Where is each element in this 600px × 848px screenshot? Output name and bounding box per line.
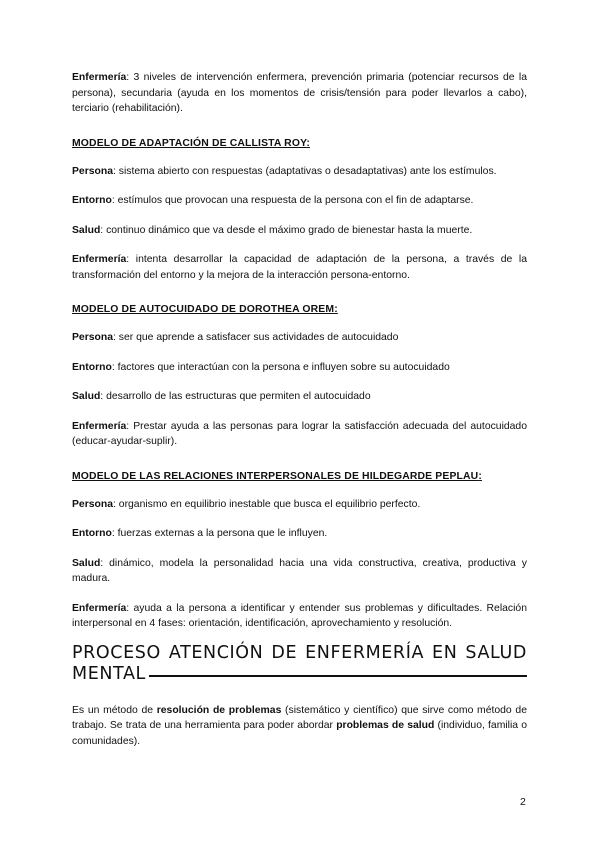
- heading-text: MODELO DE ADAPTACIÓN DE CALLISTA ROY: [72, 137, 307, 149]
- term-definition: : 3 niveles de intervención enfermera, prevención primaria (potenciar recursos de la persona), secundaria (ayuda en los momentos de crisis/tensión para poder llevarlos a cabo), terciario (rehabilitación).: [72, 72, 527, 114]
- orem-salud: [72, 389, 527, 405]
- term-label: Entorno: [72, 528, 112, 539]
- section-heading-orem: [72, 302, 527, 317]
- heading-suffix: :: [306, 137, 310, 149]
- term-definition: : organismo en equilibrio inestable que busca el equilibrio perfecto.: [113, 498, 421, 510]
- document-page: [72, 70, 527, 749]
- nursing-levels-paragraph: [72, 70, 527, 117]
- term-definition: : fuerzas externas a la persona que le influyen.: [111, 528, 328, 539]
- heading-text: MODELO DE LAS RELACIONES INTERPERSONALES DE HILDEGARDE PEPLAU: [72, 470, 479, 482]
- intro-text: (sistemático y científico) que sirve como método de trabajo. Se trata de una herramienta para poder abordar: [72, 704, 527, 731]
- term-definition: : ser que aprende a satisfacer sus actividades de autocuidado: [113, 332, 399, 343]
- section-title-word: MENTAL: [72, 663, 146, 684]
- intro-text: Es un método de: [72, 704, 157, 716]
- roy-entorno: [72, 193, 527, 209]
- term-label: Persona: [72, 165, 114, 177]
- term-label: Enfermería: [72, 72, 127, 83]
- term-label: Enfermería: [72, 420, 127, 432]
- roy-persona: [72, 164, 527, 180]
- term-definition: : sistema abierto con respuestas (adaptativas o desadaptativas) ante los estímulos.: [113, 165, 497, 177]
- term-label: Entorno: [72, 195, 112, 206]
- section-heading-roy: [72, 136, 527, 151]
- section-title-line2: [72, 664, 527, 685]
- intro-bold: problemas de salud: [336, 720, 435, 731]
- intro-text: (individuo, familia o comunidades).: [72, 720, 528, 747]
- term-definition: : dinámico, modela la personalidad hacia una vida constructiva, creativa, productiva y madura.: [72, 557, 527, 584]
- title-underline-rule: [149, 675, 527, 677]
- intro-bold: resolución de problemas: [156, 704, 282, 716]
- term-label: Salud: [72, 224, 101, 236]
- term-definition: : factores que interactúan con la persona e influyen sobre su autocuidado: [111, 361, 450, 373]
- heading-suffix: :: [478, 470, 482, 482]
- section-title-line1: PROCESO ATENCIÓN DE ENFERMERÍA EN SALUD: [72, 642, 527, 663]
- roy-salud: [72, 223, 527, 239]
- section-title: [72, 643, 527, 685]
- peplau-enfermeria: [72, 601, 527, 632]
- term-label: Salud: [72, 557, 101, 569]
- term-definition: : Prestar ayuda a las personas para lograr la satisfacción adecuada del autocuidado (educar-ayudar-suplir).: [72, 420, 527, 447]
- heading-text: MODELO DE AUTOCUIDADO DE DOROTHEA OREM: [72, 304, 335, 315]
- peplau-entorno: [72, 526, 527, 542]
- term-label: Salud: [72, 391, 101, 402]
- term-definition: : estímulos que provocan una respuesta de la persona con el fin de adaptarse.: [111, 195, 474, 206]
- peplau-salud: [72, 556, 527, 587]
- term-definition: : desarrollo de las estructuras que permiten el autocuidado: [100, 391, 371, 402]
- section-intro-paragraph: [72, 703, 527, 750]
- roy-enfermeria: [72, 252, 527, 283]
- section-heading-peplau: [72, 469, 527, 484]
- term-label: Enfermería: [72, 602, 127, 614]
- orem-enfermeria: [72, 419, 527, 450]
- orem-persona: [72, 330, 527, 346]
- heading-suffix: :: [334, 304, 338, 315]
- peplau-persona: [72, 497, 527, 513]
- term-label: Persona: [72, 498, 114, 510]
- term-label: Entorno: [72, 361, 112, 373]
- term-definition: : ayuda a la persona a identificar y entender sus problemas y dificultades. Relación interpersonal en 4 fases: orientación, identificación, aprovechamiento y resolución.: [72, 602, 527, 629]
- page-number: 2: [520, 796, 526, 808]
- term-label: Persona: [72, 332, 114, 343]
- term-definition: : continuo dinámico que va desde el máximo grado de bienestar hasta la muerte.: [100, 224, 473, 236]
- term-definition: : intenta desarrollar la capacidad de adaptación de la persona, a través de la transformación del entorno y la mejora de la interacción persona-entorno.: [72, 254, 527, 281]
- term-label: Enfermería: [72, 254, 127, 265]
- orem-entorno: [72, 360, 527, 376]
